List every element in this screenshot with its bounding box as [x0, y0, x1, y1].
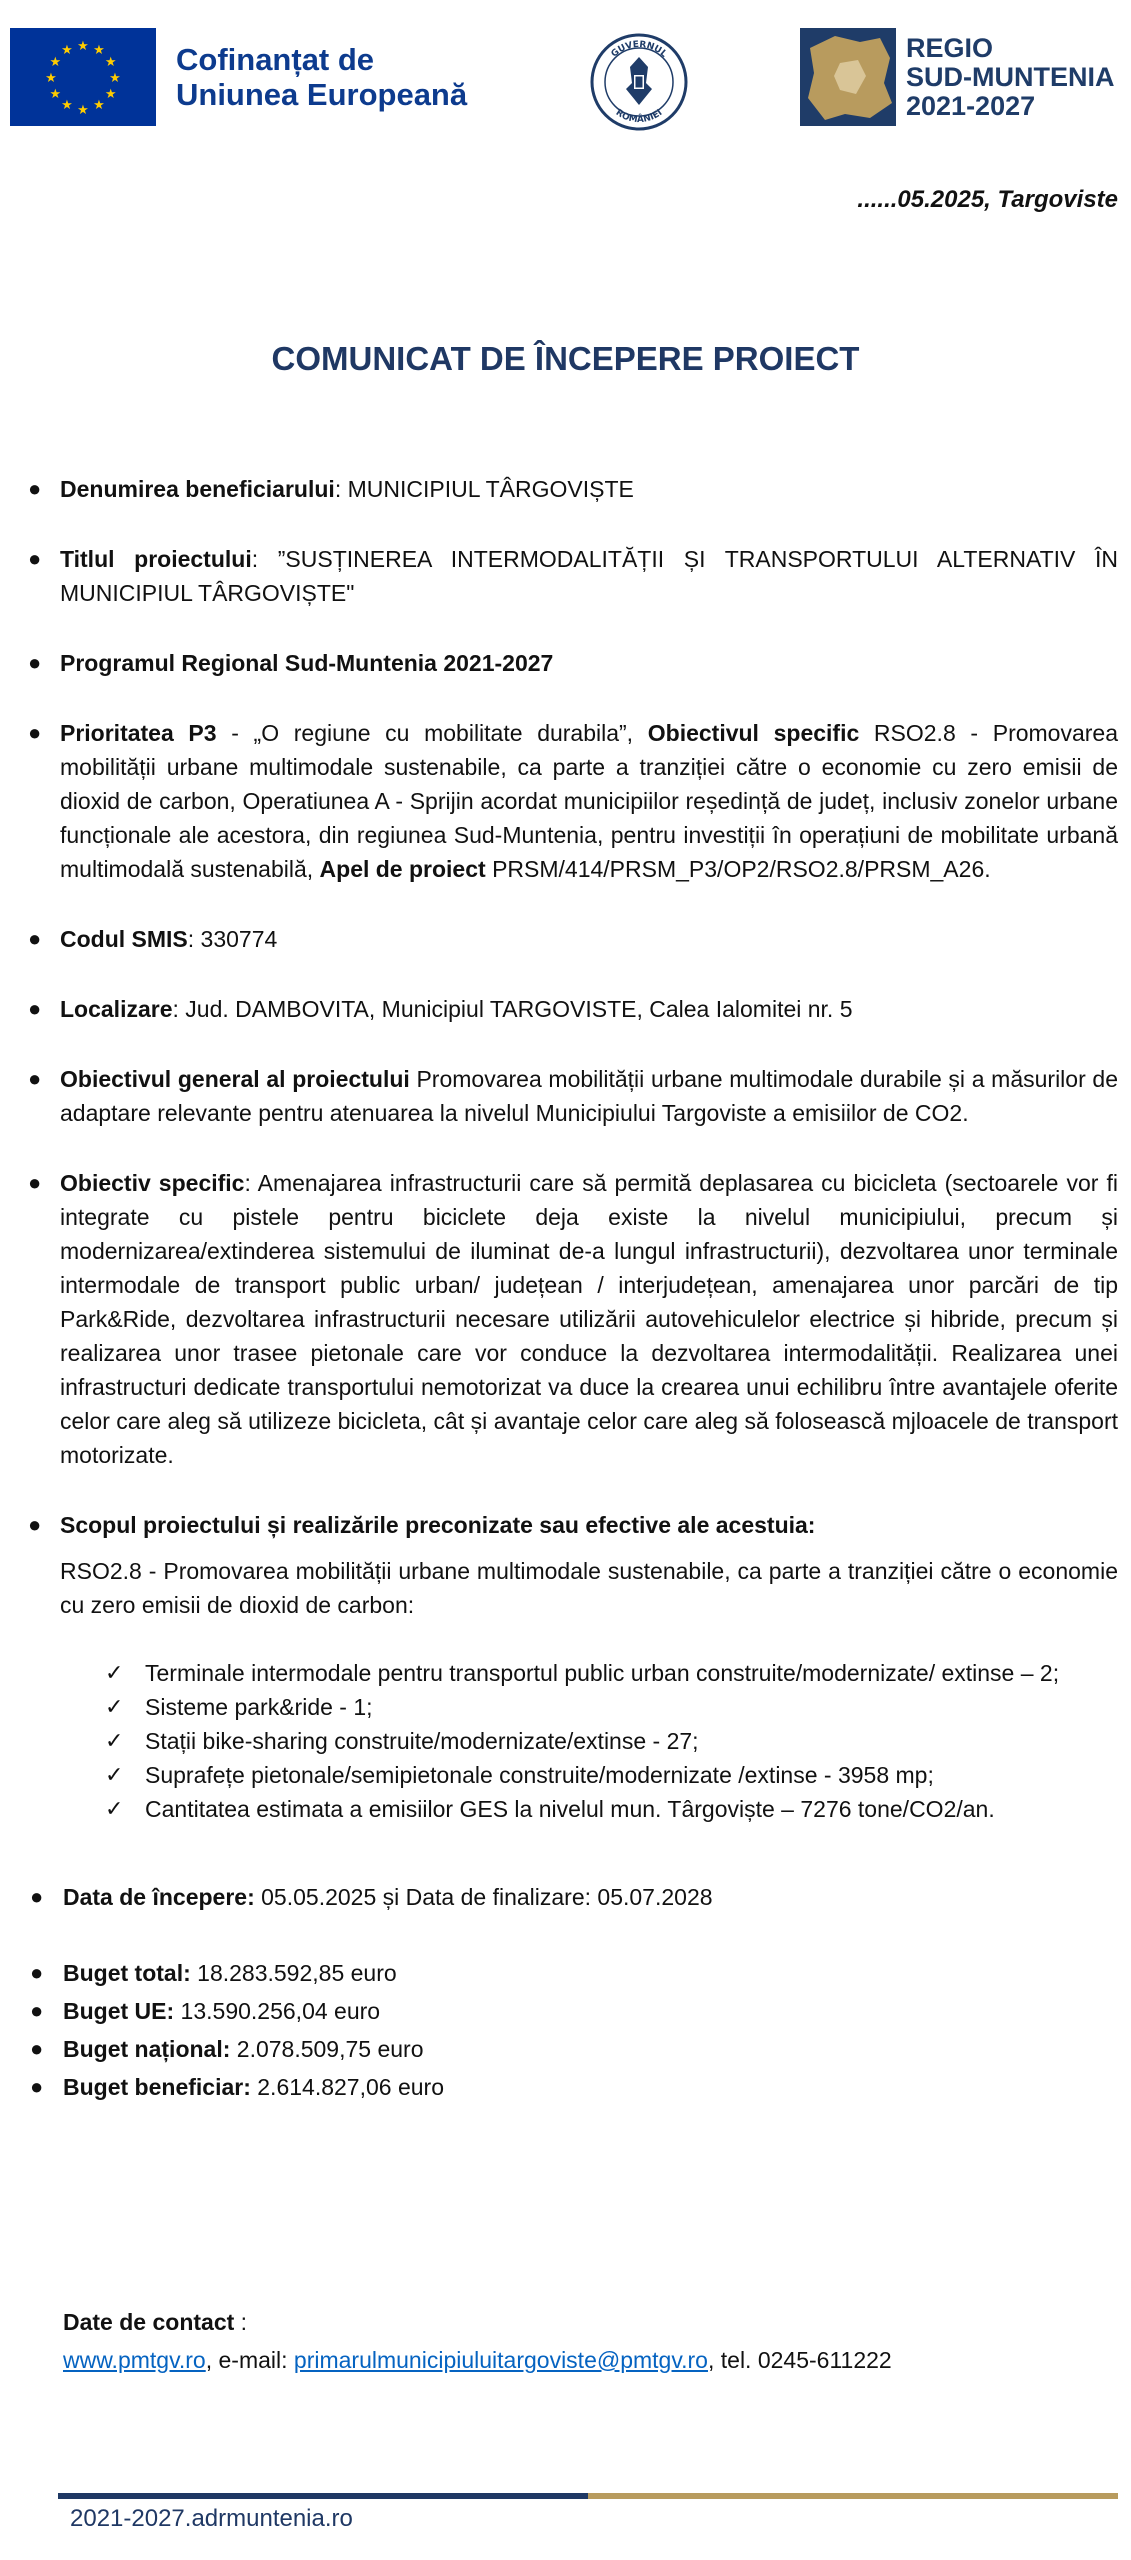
smis-value: : 330774: [187, 926, 278, 952]
checkmark-icon: ✓: [105, 1728, 124, 1753]
buget-ue-value: 13.590.256,04 euro: [174, 1998, 381, 2024]
bullet-icon: ●: [28, 1170, 42, 1195]
smis-label: Codul SMIS: [60, 926, 188, 952]
list-item-obiectiv-general: [0, 1062, 1131, 1130]
checkmark-icon: ✓: [105, 1660, 124, 1685]
prioritate-text: - „O regiune cu mobilitate durabila”,: [216, 720, 648, 746]
buget-beneficiar-value: 2.614.827,06 euro: [250, 2074, 444, 2100]
contact-heading: [63, 2303, 892, 2341]
eu-star-icon: ★: [77, 37, 89, 53]
list-item-buget-ue: [0, 1992, 1131, 2030]
realizare-text: Cantitatea estimata a emisiilor GES la nivelul mun. Târgoviște – 7276 tone/CO2/an.: [145, 1796, 995, 1822]
obiectiv-spec-value: : Amenajarea infrastructurii care să permită deplasarea cu bicicleta (sectoarele vor fi integrate cu pistele pentru biciclete deja existe la nivelul municipiului, precum și modernizarea/extinderea sistemului de iluminat de-a lungul infrastructurii), dezvoltarea unor terminale intermodale de transport public urban/ județean / interjudețean, amenajarea unor parcări de tip Park&Ride, dezvoltarea infrastructurii necesare utilizării autovehiculelor electrice și hibride, precum și realizarea unor trasee pietonale care vor conduce la dezvoltarea intermodalității. Realizarea unei infrastructuri dedicate transportului nemotorizat va duce la crearea unui echilibru între avantajele oferite celor care aleg să utilizeze bicicleta, cât și avantaje celor care aleg să folosească mjloacele de transport motorizate.: [60, 1170, 1118, 1468]
eu-star-icon: ★: [104, 53, 117, 69]
eu-star-icon: ★: [93, 97, 105, 113]
list-item-localizare: [0, 992, 1131, 1026]
bullet-icon: ●: [28, 476, 42, 501]
bullet-icon: ●: [30, 1998, 44, 2023]
checkmark-icon: ✓: [105, 1762, 124, 1787]
bullet-icon: ●: [30, 2036, 44, 2061]
eu-star-icon: ★: [109, 69, 121, 85]
beneficiar-label: Denumirea beneficiarului: [60, 476, 335, 502]
realizare-text: Sisteme park&ride ‐ 1;: [145, 1694, 373, 1720]
phone-text: , tel. 0245-611222: [707, 2347, 892, 2373]
bullet-icon: ●: [30, 1884, 44, 1909]
data-inceput-value: 05.05.2025 și Data de finalizare: 05.07.2028: [254, 1884, 713, 1910]
list-item-realizare: [105, 1690, 1118, 1724]
buget-total-value: 18.283.592,85 euro: [190, 1960, 397, 1986]
list-item-scop: [0, 1508, 1131, 1542]
regio-line-3: 2021-2027: [906, 90, 1036, 121]
eu-star-icon: ★: [49, 53, 62, 69]
svg-text:GUVERNUL: GUVERNUL: [609, 39, 669, 60]
date-location: ......05.2025, Targoviste: [857, 186, 1118, 213]
checkmark-icon: ✓: [105, 1694, 124, 1719]
regio-map-icon: [800, 28, 896, 126]
website-link[interactable]: www.pmtgv.ro: [63, 2347, 206, 2373]
localizare-value: : Jud. DAMBOVITA, Municipiul TARGOVISTE, Calea Ialomitei nr. 5: [172, 996, 853, 1022]
list-item-realizare: [105, 1724, 1118, 1758]
eu-star-icon: ★: [77, 101, 89, 117]
buget-national-label: Buget național:: [63, 2036, 231, 2062]
bullet-icon: ●: [28, 1512, 42, 1537]
buget-beneficiar-label: Buget beneficiar:: [63, 2074, 251, 2100]
eu-star-icon: ★: [93, 41, 105, 57]
buget-ue-label: Buget UE:: [63, 1998, 175, 2024]
list-item-realizare: [105, 1792, 1118, 1826]
buget-national-value: 2.078.509,75 euro: [230, 2036, 424, 2062]
obiectiv-general-label: Obiectivul general al proiectului: [60, 1066, 410, 1092]
regio-line-2: SUD-MUNTENIA: [906, 61, 1115, 92]
checkmark-icon: ✓: [105, 1796, 124, 1821]
contact-line: [63, 2341, 892, 2379]
realizare-text: Terminale intermodale pentru transportul public urban construite/modernizate/ extinse – 2;: [145, 1660, 1060, 1686]
eu-star-icon: ★: [45, 69, 57, 85]
eu-cofinance-text: [176, 42, 467, 112]
bullet-icon: ●: [28, 926, 42, 951]
eu-flag-icon: [10, 28, 156, 126]
list-item-program: [0, 646, 1131, 680]
obiectiv-specific-label: Obiectivul specific: [647, 720, 860, 746]
regio-line-1: REGIO: [906, 32, 994, 63]
list-item-realizare: [105, 1758, 1118, 1792]
list-item-titlu: [0, 542, 1131, 610]
contact-label: Date de contact: [63, 2309, 235, 2335]
budget-list: [0, 1954, 1131, 2106]
list-item-data: [0, 1880, 1131, 1914]
page-title: COMUNICAT DE ÎNCEPERE PROIECT: [271, 340, 860, 377]
list-item-buget-total: [0, 1954, 1131, 1992]
titlu-label: Titlul proiectului: [60, 546, 252, 572]
header: [0, 0, 1131, 150]
eu-star-icon: ★: [104, 85, 117, 101]
bullet-icon: ●: [28, 720, 42, 745]
footer-divider-gold: [588, 2493, 1118, 2499]
project-details: [0, 460, 1131, 2106]
list-item-realizare: [105, 1656, 1118, 1690]
titlu-value: : ”SUSȚINEREA INTERMODALITĂȚII ȘI TRANSPORTULUI ALTERNATIV ÎN MUNICIPIUL TÂRGOVIȘTE": [60, 546, 1118, 606]
bullet-icon: ●: [30, 2074, 44, 2099]
realizari-list: [0, 1656, 1131, 1826]
list-item-beneficiar: [0, 472, 1131, 506]
footer-divider-blue: [58, 2493, 588, 2499]
obiectiv-spec-label: Obiectiv specific: [60, 1170, 245, 1196]
svg-text:ROMÂNIEI: ROMÂNIEI: [613, 107, 665, 126]
eu-star-icon: ★: [49, 85, 62, 101]
regio-text: [906, 34, 1115, 121]
eu-line-2: Uniunea Europeană: [176, 77, 468, 112]
list-item-buget-national: [0, 2030, 1131, 2068]
contact-section: [63, 2303, 892, 2379]
government-seal-icon: [590, 33, 688, 131]
localizare-label: Localizare: [60, 996, 173, 1022]
email-link[interactable]: primarulmunicipiuluitargoviste@pmtgv.ro: [293, 2347, 708, 2373]
list-item-buget-beneficiar: [0, 2068, 1131, 2106]
bullet-icon: ●: [28, 1066, 42, 1091]
scop-label: Scopul proiectului și realizările preconizate sau efective ale acestuia:: [60, 1512, 816, 1538]
realizare-text: Suprafețe pietonale/semipietonale construite/modernizate /extinse ‐ 3958 mp;: [145, 1762, 934, 1788]
email-prefix: , e-mail:: [205, 2347, 294, 2373]
bullet-icon: ●: [28, 650, 42, 675]
prioritate-description: RSO2.8 - Promovarea mobilității urbane multimodale sustenabile, ca parte a tranziției către o economie cu zero emisii de dioxid de carbon, Operatiunea A - Sprijin acordat municipiilor reședință de județ, inclusiv zonelor urbane funcționale ale acestora, din regiunea Sud-Muntenia, pentru investiții în operațiuni de mobilitate urbană multimodală sustenabilă,: [60, 720, 1118, 882]
eu-star-icon: ★: [61, 97, 73, 113]
beneficiar-value: : MUNICIPIUL TÂRGOVIȘTE: [334, 476, 634, 502]
buget-total-label: Buget total:: [63, 1960, 191, 1986]
list-item-obiectiv-specific: [0, 1166, 1131, 1472]
obiectiv-general-value: Promovarea mobilității urbane multimodale durabile și a măsurilor de adaptare relevante pentru atenuarea la nivelul Municipiului Targoviste a emisiilor de CO2.: [60, 1066, 1119, 1126]
eu-logo: [10, 28, 467, 126]
apel-label: Apel de proiect: [319, 856, 486, 882]
bullet-icon: ●: [30, 1960, 44, 1985]
regio-logo: [800, 28, 1115, 126]
eu-star-icon: ★: [61, 41, 73, 57]
footer-site: 2021-2027.adrmuntenia.ro: [70, 2505, 353, 2532]
eu-line-1: Cofinanțat de: [176, 42, 375, 77]
contact-colon: :: [234, 2309, 248, 2335]
list-item-smis: [0, 922, 1131, 956]
prioritate-label: Prioritatea P3: [60, 720, 217, 746]
list-item-prioritate: [0, 716, 1131, 886]
apel-value: PRSM/414/PRSM_P3/OP2/RSO2.8/PRSM_A26.: [485, 856, 991, 882]
data-inceput-label: Data de începere:: [63, 1884, 255, 1910]
scop-text: RSO2.8 - Promovarea mobilității urbane multimodale sustenabile, ca parte a tranziției către o economie cu zero emisii de dioxid de carbon:: [60, 1558, 1118, 1618]
program-label: Programul Regional Sud-Muntenia 2021-2027: [60, 650, 554, 676]
bullet-icon: ●: [28, 996, 42, 1021]
bullet-icon: ●: [28, 546, 42, 571]
realizare-text: Stații bike-sharing construite/modernizate/extinse ‐ 27;: [145, 1728, 699, 1754]
